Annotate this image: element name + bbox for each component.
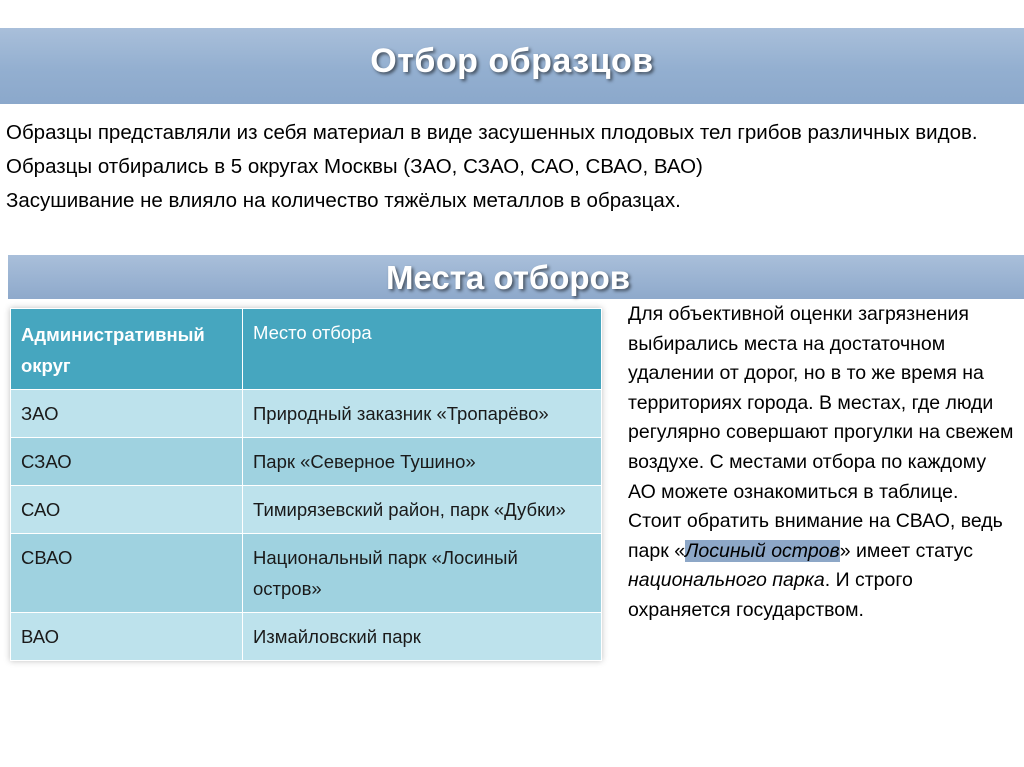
place-cell: Парк «Северное Тушино» xyxy=(243,438,602,486)
subtitle-bar xyxy=(8,255,1024,299)
intro-paragraph-2: Засушивание не влияло на количество тяжёлых металлов в образцах. xyxy=(6,189,681,212)
table-row xyxy=(11,613,602,661)
table-row xyxy=(11,486,602,534)
table-row xyxy=(11,390,602,438)
side-note xyxy=(628,300,1018,626)
slide-title: Отбор образцов xyxy=(370,41,654,80)
side-note-text: . И строго охраняется государством. xyxy=(628,569,913,621)
side-note-text: Стоит обратить внимание на СВАО, ведь парк « xyxy=(628,510,1003,562)
place-cell: Тимирязевский район, парк «Дубки» xyxy=(243,486,602,534)
table-row xyxy=(11,534,602,613)
title-bar xyxy=(0,28,1024,104)
district-cell: СВАО xyxy=(11,534,243,613)
place-cell: Национальный парк «Лосиный остров» xyxy=(243,534,602,613)
column-header-district: Административный округ xyxy=(11,309,243,390)
side-note-paragraph-1: Для объективной оценки загрязнения выбирались места на достаточном удалении от дорог, но в то же время на территориях города. В местах, где люди регулярно совершают прогулки на свежем воздухе. С местами отбора по каждому АО можете ознакомиться в таблице. xyxy=(628,303,1014,503)
sampling-table xyxy=(10,308,602,661)
district-cell: ЗАО xyxy=(11,390,243,438)
place-cell: Природный заказник «Тропарёво» xyxy=(243,390,602,438)
section-subtitle: Места отборов xyxy=(385,259,631,296)
district-cell: СЗАО xyxy=(11,438,243,486)
side-note-text: » имеет статус xyxy=(839,539,973,562)
place-cell: Измайловский парк xyxy=(243,613,602,661)
highlighted-park-name: Лосиный остров xyxy=(685,539,840,562)
top-band xyxy=(0,0,1024,28)
italic-status-text: национального парка xyxy=(628,569,825,592)
side-note-paragraph-2 xyxy=(628,507,1018,625)
column-header-place: Место отбора xyxy=(243,309,602,390)
district-cell: САО xyxy=(11,486,243,534)
table-row xyxy=(11,438,602,486)
table-header-row xyxy=(11,309,602,390)
intro-text xyxy=(6,116,1018,218)
district-cell: ВАО xyxy=(11,613,243,661)
intro-paragraph-1: Образцы представляли из себя материал в виде засушенных плодовых тел грибов различных видов. Образцы отбирались в 5 округах Москвы (ЗАО, СЗАО, САО, СВАО, ВАО) xyxy=(6,121,978,178)
